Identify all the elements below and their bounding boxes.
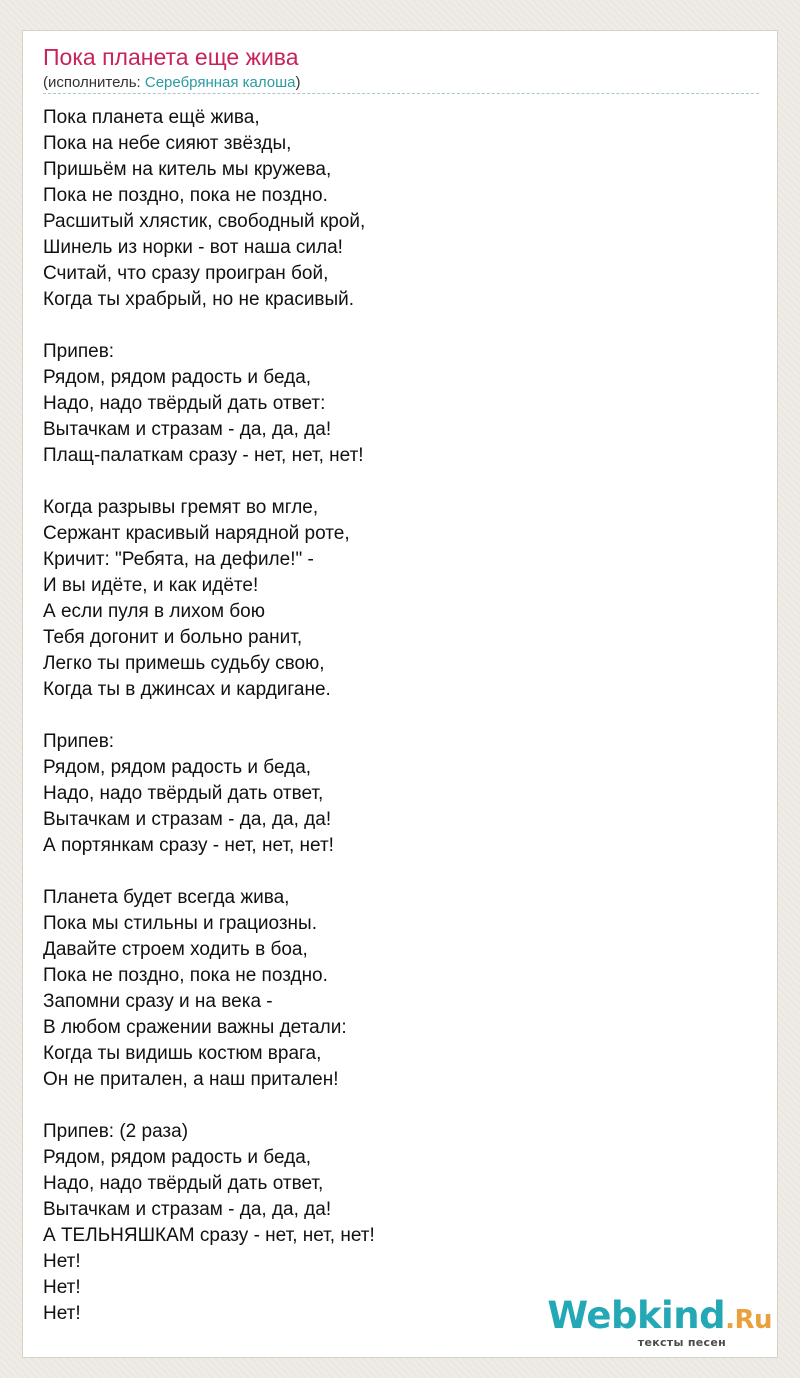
lyrics-line: Нет! xyxy=(43,1277,81,1298)
lyrics-line: Вытачкам и стразам - да, да, да! xyxy=(43,419,332,440)
lyrics-line: Он не притален, а наш притален! xyxy=(43,1069,339,1090)
artist-suffix: ) xyxy=(295,74,301,91)
lyrics-line: Припев: xyxy=(43,731,115,752)
artist-link[interactable]: Серебрянная калоша xyxy=(144,74,296,91)
lyrics-line: Тебя догонит и больно ранит, xyxy=(43,627,303,648)
lyrics-line: Плащ-палаткам сразу - нет, нет, нет! xyxy=(43,445,364,466)
lyrics-line: Пока не поздно, пока не поздно. xyxy=(43,965,328,986)
logo-tagline: тексты песен xyxy=(637,1336,726,1349)
lyrics-blank-line xyxy=(43,313,743,339)
lyrics-line: Нет! xyxy=(43,1303,81,1324)
lyrics-line: Пока на небе сияют звёзды, xyxy=(43,133,292,154)
lyrics-line: Надо, надо твёрдый дать ответ, xyxy=(43,1173,324,1194)
lyrics-card xyxy=(22,30,778,1358)
lyrics-line: Вытачкам и стразам - да, да, да! xyxy=(43,1199,332,1220)
logo-tld: .Ru xyxy=(725,1305,772,1335)
lyrics-line: Припев: (2 раза) xyxy=(43,1121,189,1142)
lyrics-line: Рядом, рядом радость и беда, xyxy=(43,367,312,388)
lyrics-line: Надо, надо твёрдый дать ответ, xyxy=(43,783,324,804)
lyrics-line: И вы идёте, и как идёте! xyxy=(43,575,259,596)
lyrics-line: А ТЕЛЬНЯШКАМ сразу - нет, нет, нет! xyxy=(43,1225,375,1246)
lyrics-blank-line xyxy=(43,1093,743,1119)
lyrics-line: Когда ты в джинсах и кардигане. xyxy=(43,679,331,700)
lyrics-line: Запомни сразу и на века - xyxy=(43,991,273,1012)
artist-prefix: (исполнитель: xyxy=(43,74,145,91)
lyrics-line: В любом сражении важны детали: xyxy=(43,1017,347,1038)
lyrics-line: Легко ты примешь судьбу свою, xyxy=(43,653,325,674)
lyrics-line: Пока планета ещё жива, xyxy=(43,107,260,128)
lyrics-line: Пока не поздно, пока не поздно. xyxy=(43,185,328,206)
site-logo[interactable] xyxy=(542,1294,772,1354)
lyrics-line: Планета будет всегда жива, xyxy=(43,887,290,908)
lyrics-blank-line xyxy=(43,469,743,495)
lyrics-text xyxy=(43,105,743,1327)
lyrics-line: А если пуля в лихом бою xyxy=(43,601,265,622)
song-title: Пока планета еще жива xyxy=(43,44,299,70)
lyrics-blank-line xyxy=(43,859,743,885)
lyrics-line: Расшитый хлястик, свободный крой, xyxy=(43,211,366,232)
artist-line xyxy=(43,73,759,93)
lyrics-line: Вытачкам и стразам - да, да, да! xyxy=(43,809,332,830)
lyrics-line: Надо, надо твёрдый дать ответ: xyxy=(43,393,326,414)
logo-wordmark xyxy=(547,1294,772,1342)
lyrics-line: Кричит: "Ребята, на дефиле!" - xyxy=(43,549,314,570)
lyrics-line: Припев: xyxy=(43,341,115,362)
lyrics-line: Рядом, рядом радость и беда, xyxy=(43,757,312,778)
lyrics-line: Пока мы стильны и грациозны. xyxy=(43,913,317,934)
lyrics-line: Нет! xyxy=(43,1251,81,1272)
lyrics-line: Когда разрывы гремят во мгле, xyxy=(43,497,319,518)
lyrics-line: Шинель из норки - вот наша сила! xyxy=(43,237,343,258)
lyrics-line: Давайте строем ходить в боа, xyxy=(43,939,308,960)
lyrics-line: Когда ты видишь костюм врага, xyxy=(43,1043,322,1064)
lyrics-line: Пришьём на китель мы кружева, xyxy=(43,159,332,180)
lyrics-line: А портянкам сразу - нет, нет, нет! xyxy=(43,835,334,856)
lyrics-line: Сержант красивый нарядной роте, xyxy=(43,523,350,544)
lyrics-line: Считай, что сразу проигран бой, xyxy=(43,263,329,284)
lyrics-blank-line xyxy=(43,703,743,729)
lyrics-line: Рядом, рядом радость и беда, xyxy=(43,1147,312,1168)
logo-name: Webkind xyxy=(547,1294,726,1337)
title-divider xyxy=(43,93,759,94)
lyrics-line: Когда ты храбрый, но не красивый. xyxy=(43,289,355,310)
